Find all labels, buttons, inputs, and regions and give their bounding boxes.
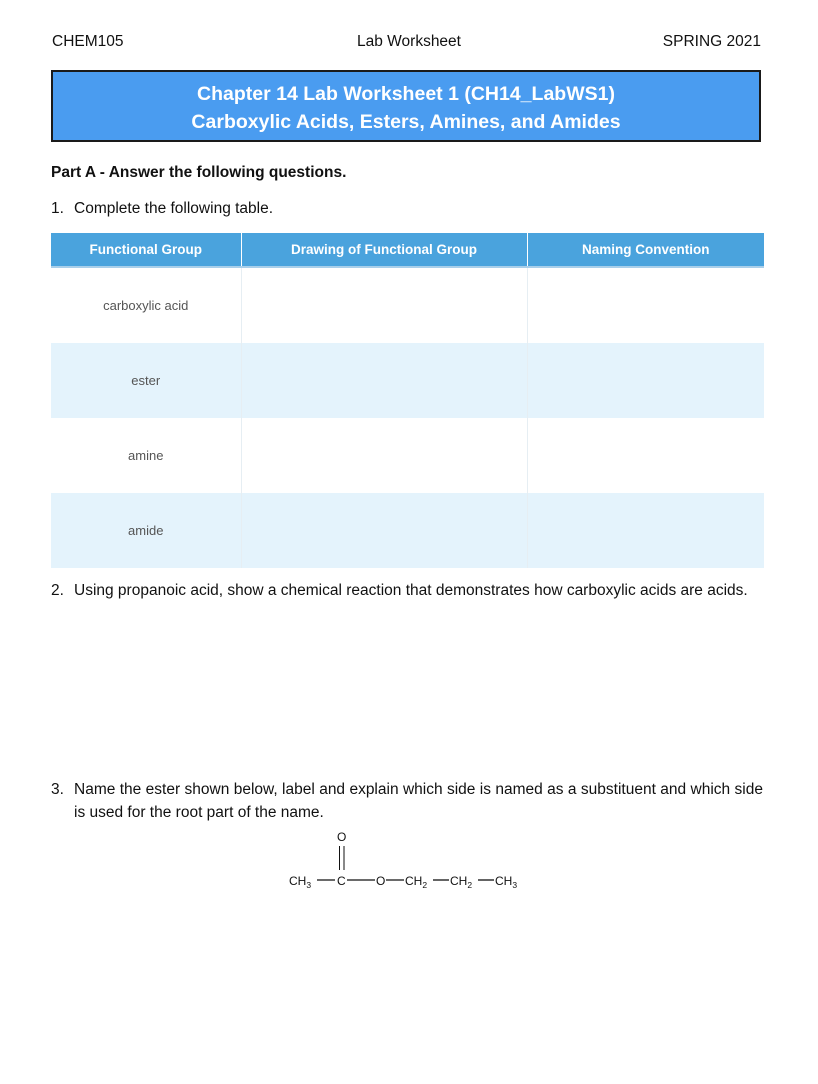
ester-structure [275,826,545,896]
question-text: Complete the following table. [74,200,274,217]
methyl-group: $CH_3$ [289,874,312,890]
table-row [51,418,764,493]
methylene-group: $CH_2$ [450,874,473,890]
methylene-group: $CH_2$ [405,874,428,890]
column-header: Drawing of Functional Group [241,233,527,267]
question-3 [51,778,763,824]
question-number: 1. [51,200,64,217]
term: SPRING 2021 [662,33,761,50]
table-row [51,493,764,568]
drawing-cell[interactable] [241,267,527,343]
functional-group-cell: carboxylic acid [51,267,241,343]
column-header: Functional Group [51,233,241,267]
drawing-cell[interactable] [241,418,527,493]
functional-group-table [51,233,764,568]
naming-cell[interactable] [527,493,764,568]
question-text: Name the ester shown below, label and explain which side is named as a substituent and which side is used for the root part of the name. [74,781,763,821]
title-banner [51,70,761,142]
drawing-cell[interactable] [241,493,527,568]
question-2 [51,579,763,602]
table-row [51,267,764,343]
title-line-1: Chapter 14 Lab Worksheet 1 (CH14_LabWS1) [197,83,615,105]
naming-cell[interactable] [527,267,764,343]
naming-cell[interactable] [527,343,764,418]
document-type: Lab Worksheet [357,33,461,50]
naming-cell[interactable] [527,418,764,493]
functional-group-cell: amide [51,493,241,568]
question-number: 2. [51,582,64,599]
question-number: 3. [51,781,64,798]
title-line-2: Carboxylic Acids, Esters, Amines, and Amides [191,111,621,133]
carbonyl-oxygen: O [337,830,347,844]
table-row [51,343,764,418]
column-header: Naming Convention [527,233,764,267]
drawing-cell[interactable] [241,343,527,418]
part-a-heading: Part A - Answer the following questions. [51,164,347,181]
table-header-row [51,233,764,267]
question-text: Using propanoic acid, show a chemical reaction that demonstrates how carboxylic acids are acids. [74,582,748,599]
course-code: CHEM105 [52,33,124,50]
functional-group-cell: amine [51,418,241,493]
functional-group-cell: ester [51,343,241,418]
question-1 [51,197,763,220]
methyl-group: $CH_3$ [495,874,518,890]
ester-oxygen: O [376,874,386,888]
carbonyl-carbon: C [337,874,346,888]
